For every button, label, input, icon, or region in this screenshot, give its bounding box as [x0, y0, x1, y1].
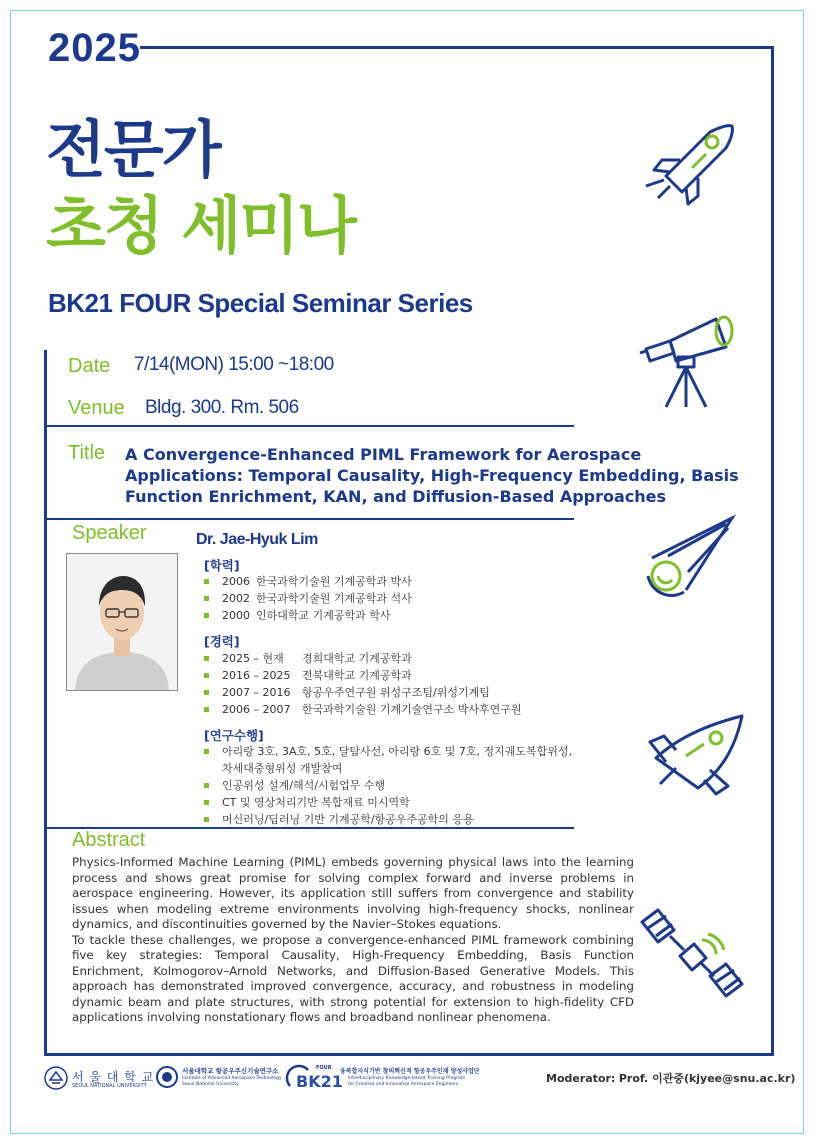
- bullet-icon: [204, 613, 209, 618]
- iaat-emblem-icon: [156, 1064, 178, 1090]
- abstract-text: [72, 855, 634, 1026]
- bk21-program-en2: for Creative and Innovative Aerospace Engineers: [348, 1082, 459, 1087]
- bullet-icon: [204, 707, 209, 712]
- title-label: Title: [68, 442, 106, 464]
- bullet-icon: [204, 783, 209, 788]
- frame-bottom-line: [44, 1053, 774, 1056]
- research-heading: [연구수행]: [204, 728, 264, 743]
- bk21-program-en1: Interdisciplinary Knowledge-based Training Program: [348, 1076, 466, 1081]
- title-korean-line1: 전문가: [46, 113, 220, 186]
- bk21-logo-text: BK21: [296, 1072, 343, 1091]
- rocket-icon: [640, 120, 740, 200]
- list-item: 2025 – 현재 경희대학교 기계공학과: [204, 650, 522, 667]
- snu-emblem-icon: [44, 1066, 68, 1090]
- list-item: 2006 한국과학기술원 기계공학과 박사: [204, 573, 412, 590]
- title-korean-line2: 초청 세미나: [46, 189, 356, 262]
- education-heading: [학력]: [204, 558, 240, 573]
- comet-icon: [638, 514, 738, 598]
- iaat-name-en2: Seoul National University: [182, 1082, 239, 1087]
- list-item: 2006 – 2007 한국과학기술원 기계기술연구소 박사후연구원: [204, 701, 522, 718]
- bk21-program-kr: 융복합지식기반 창의혁신적 항공우주인재 양성사업단: [340, 1068, 480, 1075]
- snu-name-en: SEOUL NATIONAL UNIVERSITY: [72, 1083, 147, 1089]
- list-item: 인공위성 설계/해석/시험업무 수행: [204, 777, 572, 794]
- bk21-four-text: FOUR: [316, 1065, 332, 1071]
- list-item: 아리랑 3호, 3A호, 5호, 달탐사선, 아리랑 6호 및 7호, 정지궤도복합위성, 차세대중형위성 개발참여: [204, 743, 572, 777]
- list-item: CT 및 영상처리기반 복합재료 미시역학: [204, 794, 572, 811]
- date-value: 7/14(MON) 15:00 ~18:00: [134, 354, 334, 375]
- list-item: 2002 한국과학기술원 기계공학과 석사: [204, 590, 412, 607]
- speaker-name: Dr. Jae-Hyuk Lim: [196, 531, 318, 548]
- moderator-value: Prof. 이관중(kjyee@snu.ac.kr): [618, 1072, 796, 1085]
- talk-title: A Convergence-Enhanced PIML Framework for Aerospace Applications: Temporal Causality, High-Frequency Embedding, Basis Function Enrichment, KAN, and Diffusion-Based Approaches: [125, 445, 739, 506]
- research-list: [204, 743, 572, 828]
- iaat-name-kr: 서울대학교 항공우주신기술연구소: [182, 1067, 279, 1075]
- list-item: 2016 – 2025 전북대학교 기계공학과: [204, 667, 522, 684]
- venue-value: Bldg. 300. Rm. 506: [145, 397, 299, 418]
- bullet-icon: [204, 596, 209, 601]
- moderator-label: Moderator:: [546, 1072, 616, 1085]
- frame-top-line: [140, 46, 774, 49]
- iaat-name-en1: Institute of Advanced Aerospace Technology: [182, 1076, 282, 1081]
- spacecraft-icon: [646, 708, 746, 794]
- speaker-photo: [66, 553, 178, 691]
- career-list: [204, 650, 522, 718]
- abstract-label: Abstract: [72, 829, 146, 851]
- frame-right-line: [771, 46, 774, 1056]
- speaker-label: Speaker: [72, 522, 147, 544]
- year: 2025: [48, 26, 141, 70]
- satellite-icon: [636, 906, 748, 1010]
- list-item: 2007 – 2016 항공우주연구원 위성구조팀/위성기계팀: [204, 684, 522, 701]
- bullet-icon: [204, 656, 209, 661]
- career-heading: [경력]: [204, 634, 240, 649]
- divider-venue: [44, 425, 574, 427]
- bullet-icon: [204, 800, 209, 805]
- date-label: Date: [68, 355, 111, 377]
- snu-name-kr: 서 울 대 학 교: [72, 1070, 155, 1084]
- list-item: 2000 인하대학교 기계공학과 학사: [204, 607, 412, 624]
- abstract-paragraph-2: To tackle these challenges, we propose a convergence-enhanced PIML framework combining five key strategies: Temporal Causality, High-Frequency Embedding, Basis Function Enrichment, Kolmogorov–Arnold Networks, and Diffusion-Based Generative Models. This approach has demonstrated improved convergence, accuracy, and robustness in modeling dynamic beam and plate structures, with strong potential for extension to high-fidelity CFD applications involving nonstationary flows and broadband nonlinear phenomena.: [72, 932, 634, 1024]
- bullet-icon: [204, 690, 209, 695]
- list-item: 머신러닝/딥러닝 기반 기계공학/항공우주공학의 응용: [204, 811, 572, 828]
- education-list: [204, 573, 412, 624]
- venue-label: Venue: [68, 397, 125, 419]
- moderator: [546, 1070, 795, 1086]
- telescope-icon: [636, 305, 746, 411]
- bullet-icon: [204, 749, 209, 754]
- speaker-portrait: [67, 554, 177, 690]
- divider-title: [44, 518, 574, 520]
- bullet-icon: [204, 673, 209, 678]
- bullet-icon: [204, 579, 209, 584]
- frame-left-line: [44, 350, 47, 1056]
- series-title: BK21 FOUR Special Seminar Series: [48, 288, 473, 318]
- abstract-paragraph-1: Physics-Informed Machine Learning (PIML) embeds governing physical laws into the learning process and shows great promise for solving complex forward and inverse problems in aerospace engineering. However, its application still suffers from convergence and stability issues when modeling extreme environments involving high-frequency shocks, nonlinear dynamics, and discontinuities governed by the Navier–Stokes equations.: [72, 855, 634, 931]
- bullet-icon: [204, 817, 209, 822]
